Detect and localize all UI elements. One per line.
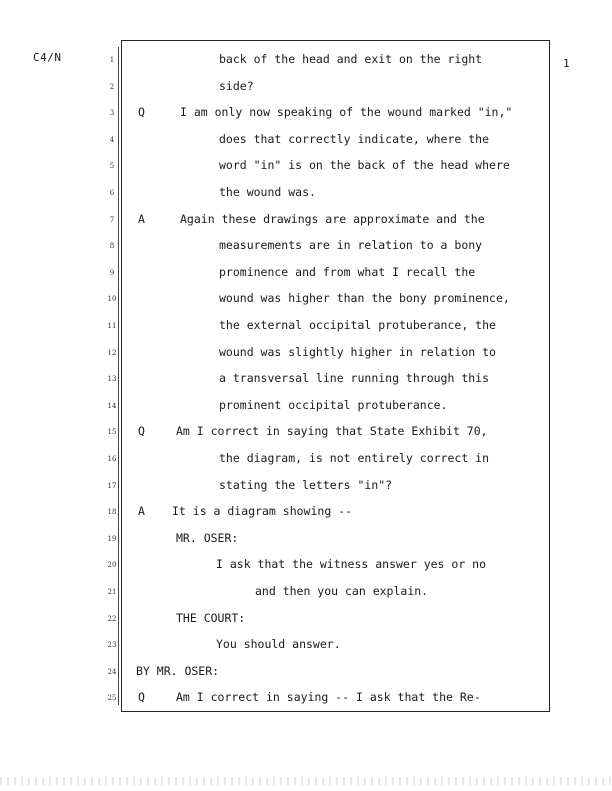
line-number: 18 [107, 508, 117, 517]
transcript-line [0, 79, 612, 99]
line-number: 12 [107, 348, 117, 357]
transcript-line [0, 345, 612, 365]
transcript-line [0, 291, 612, 311]
transcript-line [0, 451, 612, 471]
transcript-line [0, 557, 612, 577]
line-text: measurements are in relation to a bony [219, 238, 483, 253]
line-text: BY MR. OSER: [136, 663, 220, 678]
line-text: a transversal line running through this [219, 371, 490, 386]
line-text: Am I correct in saying -- I ask that the Re- [176, 690, 481, 705]
line-text: prominent occipital protuberance. [219, 397, 448, 412]
line-text: THE COURT: [176, 610, 246, 625]
line-text: wound was slightly higher in relation to [219, 344, 496, 359]
qa-marker: Q [138, 105, 145, 120]
qa-marker: Q [138, 424, 145, 439]
transcript-line [0, 238, 612, 258]
line-text: and then you can explain. [255, 584, 429, 598]
page-id: C4/N [33, 51, 62, 64]
line-number: 1 [109, 56, 115, 64]
line-text: does that correctly indicate, where the [219, 131, 490, 146]
line-text: word "in" is on the back of the head where [219, 158, 510, 173]
line-text: prominence and from what I recall the [219, 264, 476, 279]
line-text: Am I correct in saying that State Exhibit 70, [176, 424, 488, 439]
transcript-line [0, 185, 612, 205]
transcript-line [0, 504, 612, 524]
page-number: 1 [563, 57, 570, 70]
transcript-line [0, 105, 612, 125]
transcript-line [0, 531, 612, 551]
line-number: 16 [107, 455, 117, 463]
line-number: 20 [107, 561, 117, 570]
qa-marker: Q [138, 690, 145, 705]
line-number: 11 [107, 322, 117, 330]
line-number: 21 [107, 588, 117, 596]
line-text: the diagram, is not entirely correct in [219, 451, 490, 465]
transcript-line [0, 637, 612, 657]
transcript-line [0, 424, 612, 444]
line-number: 25 [107, 694, 117, 703]
line-text: wound was higher than the bony prominence, [219, 291, 510, 306]
line-number: 14 [107, 401, 117, 410]
transcript-line [0, 265, 612, 285]
transcript-line [0, 611, 612, 631]
line-number: 7 [109, 215, 115, 224]
line-number: 2 [109, 82, 115, 91]
line-text: I ask that the witness answer yes or no [216, 557, 487, 572]
line-text: It is a diagram showing -- [172, 504, 353, 519]
qa-marker: A [138, 211, 145, 226]
line-number: 6 [109, 189, 115, 197]
line-number: 10 [107, 295, 117, 304]
line-text: the wound was. [219, 185, 316, 199]
line-number: 3 [109, 109, 115, 118]
line-text: back of the head and exit on the right [219, 52, 483, 66]
scan-artifact [0, 777, 612, 785]
line-text: stating the letters "in"? [219, 477, 393, 492]
line-number: 5 [109, 162, 115, 171]
transcript-line [0, 318, 612, 338]
line-text: side? [219, 78, 254, 93]
qa-marker: A [138, 504, 145, 519]
line-number: 4 [109, 135, 115, 144]
transcript-line [0, 584, 612, 604]
line-text: the external occipital protuberance, the [219, 318, 496, 332]
line-number: 15 [107, 428, 117, 437]
transcript-line [0, 212, 612, 232]
transcript-line [0, 398, 612, 418]
transcript-line [0, 664, 612, 684]
line-number: 8 [109, 242, 115, 251]
line-number: 13 [107, 375, 117, 384]
transcript-line [0, 478, 612, 498]
line-text: MR. OSER: [176, 530, 239, 545]
transcript-line [0, 158, 612, 178]
line-number: 19 [107, 534, 117, 543]
line-text: I am only now speaking of the wound marked "in," [180, 105, 513, 120]
transcript-line [0, 371, 612, 391]
line-number: 22 [107, 614, 117, 623]
line-number: 24 [107, 667, 117, 676]
transcript-line [0, 690, 612, 710]
line-number: 17 [107, 481, 117, 490]
line-number: 9 [109, 268, 115, 277]
line-text: You should answer. [216, 637, 341, 652]
transcript-line [0, 132, 612, 152]
line-number: 23 [107, 641, 117, 650]
transcript-line [0, 52, 612, 72]
line-text: Again these drawings are approximate and the [180, 211, 485, 226]
